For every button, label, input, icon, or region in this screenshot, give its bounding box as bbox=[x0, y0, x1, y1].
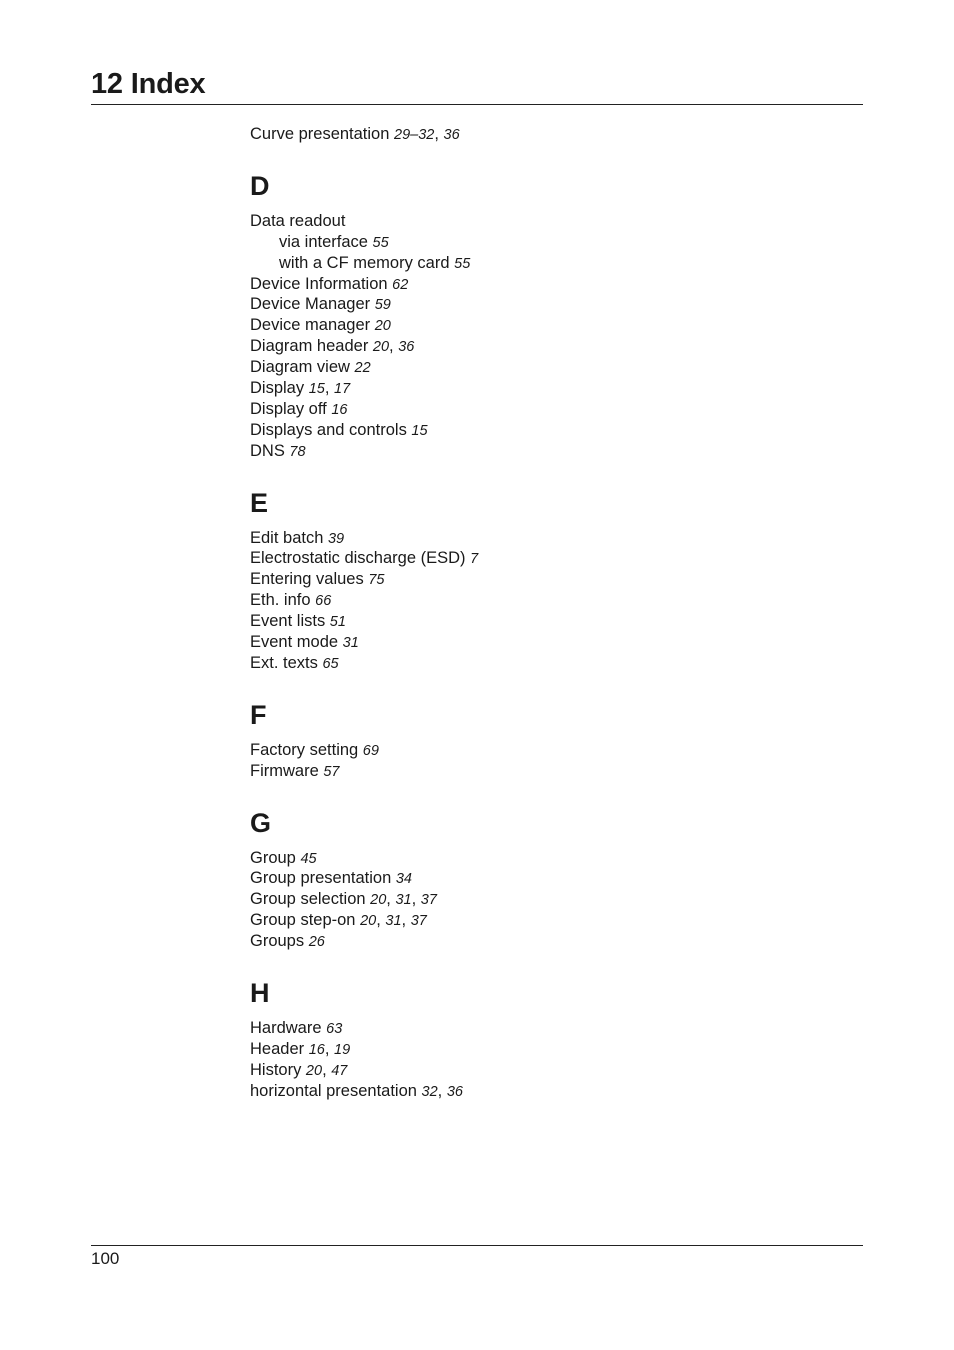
index-term: Diagram header bbox=[250, 337, 373, 356]
page-separator: , bbox=[324, 1039, 335, 1058]
index-entry bbox=[250, 868, 850, 889]
page-separator: , bbox=[437, 1081, 447, 1100]
index-term: Device Information bbox=[250, 274, 393, 293]
index-entry bbox=[250, 315, 850, 336]
index-term: Entering values bbox=[250, 570, 369, 589]
section-entry-list bbox=[250, 740, 850, 782]
index-term: Device Manager bbox=[250, 295, 375, 314]
page-reference: 29–32 bbox=[394, 127, 435, 143]
index-term: Factory setting bbox=[250, 740, 363, 759]
page-reference: 7 bbox=[470, 551, 479, 568]
index-entry bbox=[250, 761, 850, 782]
page-reference: 36 bbox=[446, 1083, 463, 1100]
index-entry bbox=[250, 294, 850, 315]
index-term: Ext. texts bbox=[250, 653, 323, 672]
page-reference: 15 bbox=[411, 422, 428, 439]
index-content bbox=[250, 124, 850, 1102]
index-entry bbox=[250, 528, 850, 549]
index-term: Header bbox=[250, 1039, 309, 1058]
page-reference: 36 bbox=[398, 339, 415, 356]
index-term: Event mode bbox=[250, 633, 343, 652]
index-entry bbox=[250, 548, 850, 569]
page-reference: 55 bbox=[454, 255, 471, 272]
page-reference: 37 bbox=[420, 892, 437, 909]
index-entry bbox=[250, 848, 850, 869]
page-reference: 20 bbox=[360, 913, 377, 930]
page-separator: , bbox=[434, 125, 444, 143]
section-entry-list bbox=[250, 848, 850, 952]
page-reference: 66 bbox=[315, 593, 332, 610]
page-reference: 17 bbox=[334, 381, 351, 398]
index-term: History bbox=[250, 1060, 306, 1079]
page-reference: 69 bbox=[362, 742, 379, 759]
page-reference: 63 bbox=[326, 1021, 343, 1038]
index-entry bbox=[250, 399, 850, 420]
index-entry bbox=[250, 740, 850, 761]
index-entry bbox=[250, 931, 850, 952]
index-entry bbox=[250, 1039, 850, 1060]
index-term: Display bbox=[250, 379, 309, 398]
index-term: Data readout bbox=[250, 211, 346, 230]
page-separator: , bbox=[322, 1060, 332, 1079]
page-reference: 59 bbox=[374, 297, 391, 314]
index-term: Eth. info bbox=[250, 591, 316, 610]
section-entry-list bbox=[250, 1018, 850, 1102]
index-entry bbox=[250, 611, 850, 632]
page-separator: , bbox=[386, 890, 396, 909]
page-reference: 26 bbox=[308, 934, 325, 951]
page-reference: 32 bbox=[421, 1083, 438, 1100]
index-term: Groups bbox=[250, 932, 309, 951]
index-term: with a CF memory card bbox=[279, 253, 455, 272]
index-term: Displays and controls bbox=[250, 420, 412, 439]
page-separator: , bbox=[411, 890, 421, 909]
index-subentry bbox=[250, 232, 850, 253]
section-letter-heading: E bbox=[250, 487, 269, 518]
index-entry bbox=[250, 910, 850, 931]
index-entry bbox=[250, 124, 850, 145]
index-entry bbox=[250, 1081, 850, 1102]
page-reference: 31 bbox=[385, 913, 402, 930]
index-term: horizontal presentation bbox=[250, 1081, 422, 1100]
index-term: Device manager bbox=[250, 316, 375, 335]
section-letter-heading: F bbox=[250, 699, 267, 730]
index-term: Curve presentation bbox=[250, 125, 394, 143]
index-entry bbox=[250, 378, 850, 399]
index-entry bbox=[250, 357, 850, 378]
page-reference: 15 bbox=[308, 381, 325, 398]
index-entry bbox=[250, 889, 850, 910]
section-entry-list bbox=[250, 528, 850, 674]
page-reference: 20 bbox=[370, 892, 387, 909]
page-reference: 16 bbox=[308, 1041, 325, 1058]
index-term: via interface bbox=[279, 232, 373, 251]
page-reference: 47 bbox=[331, 1062, 348, 1079]
page-reference: 20 bbox=[372, 339, 390, 356]
index-term: Group bbox=[250, 848, 301, 867]
index-term: Group presentation bbox=[250, 869, 396, 888]
page-separator: , bbox=[376, 911, 386, 930]
page-reference: 78 bbox=[289, 443, 306, 460]
section-letter-heading: D bbox=[250, 170, 270, 201]
page-reference: 65 bbox=[322, 655, 339, 672]
section-letter-heading: G bbox=[250, 807, 272, 838]
page-reference: 36 bbox=[443, 127, 460, 143]
index-entry bbox=[250, 420, 850, 441]
index-entry bbox=[250, 653, 850, 674]
footer-divider bbox=[91, 1245, 863, 1246]
page-reference: 34 bbox=[395, 871, 412, 888]
section-entry-list bbox=[250, 211, 850, 462]
index-term: Group step-on bbox=[250, 911, 361, 930]
index-term: Edit batch bbox=[250, 528, 328, 547]
page-reference: 55 bbox=[372, 234, 389, 251]
index-term: Hardware bbox=[250, 1019, 327, 1038]
index-entry bbox=[250, 274, 850, 295]
section-letter-heading: H bbox=[250, 978, 270, 1009]
page-reference: 37 bbox=[410, 913, 427, 930]
index-term: DNS bbox=[250, 441, 290, 460]
index-term: Firmware bbox=[250, 761, 324, 780]
page-number: 100 bbox=[91, 1249, 120, 1268]
index-entry bbox=[250, 590, 850, 611]
chapter-title: 12 Index bbox=[91, 68, 206, 100]
page-reference: 57 bbox=[323, 763, 340, 780]
index-entry bbox=[250, 441, 850, 462]
page-reference: 75 bbox=[368, 572, 385, 589]
index-term: Group selection bbox=[250, 890, 371, 909]
index-term: Diagram view bbox=[250, 358, 355, 377]
page-reference: 19 bbox=[334, 1041, 351, 1058]
page-separator: , bbox=[401, 911, 411, 930]
page-reference: 20 bbox=[305, 1062, 323, 1079]
page-reference: 39 bbox=[327, 530, 345, 547]
page-reference: 62 bbox=[392, 276, 409, 293]
index-entry bbox=[250, 211, 850, 232]
page-separator: , bbox=[389, 337, 399, 356]
page-reference: 20 bbox=[374, 318, 391, 335]
page-reference: 45 bbox=[300, 850, 317, 867]
index-term: Electrostatic discharge (ESD) bbox=[250, 549, 471, 568]
page-reference: 31 bbox=[395, 892, 412, 909]
page-reference: 22 bbox=[354, 360, 371, 377]
page-reference: 31 bbox=[342, 635, 359, 652]
index-entry bbox=[250, 1018, 850, 1039]
index-term: Event lists bbox=[250, 612, 330, 631]
index-entry bbox=[250, 336, 850, 357]
page-separator: , bbox=[324, 379, 334, 398]
page-reference: 51 bbox=[329, 614, 346, 631]
index-entry bbox=[250, 569, 850, 590]
header-divider bbox=[91, 104, 863, 105]
index-subentry bbox=[250, 253, 850, 274]
index-entry bbox=[250, 1060, 850, 1081]
page-reference: 16 bbox=[331, 401, 348, 418]
index-term: Display off bbox=[250, 399, 332, 418]
index-entry bbox=[250, 632, 850, 653]
